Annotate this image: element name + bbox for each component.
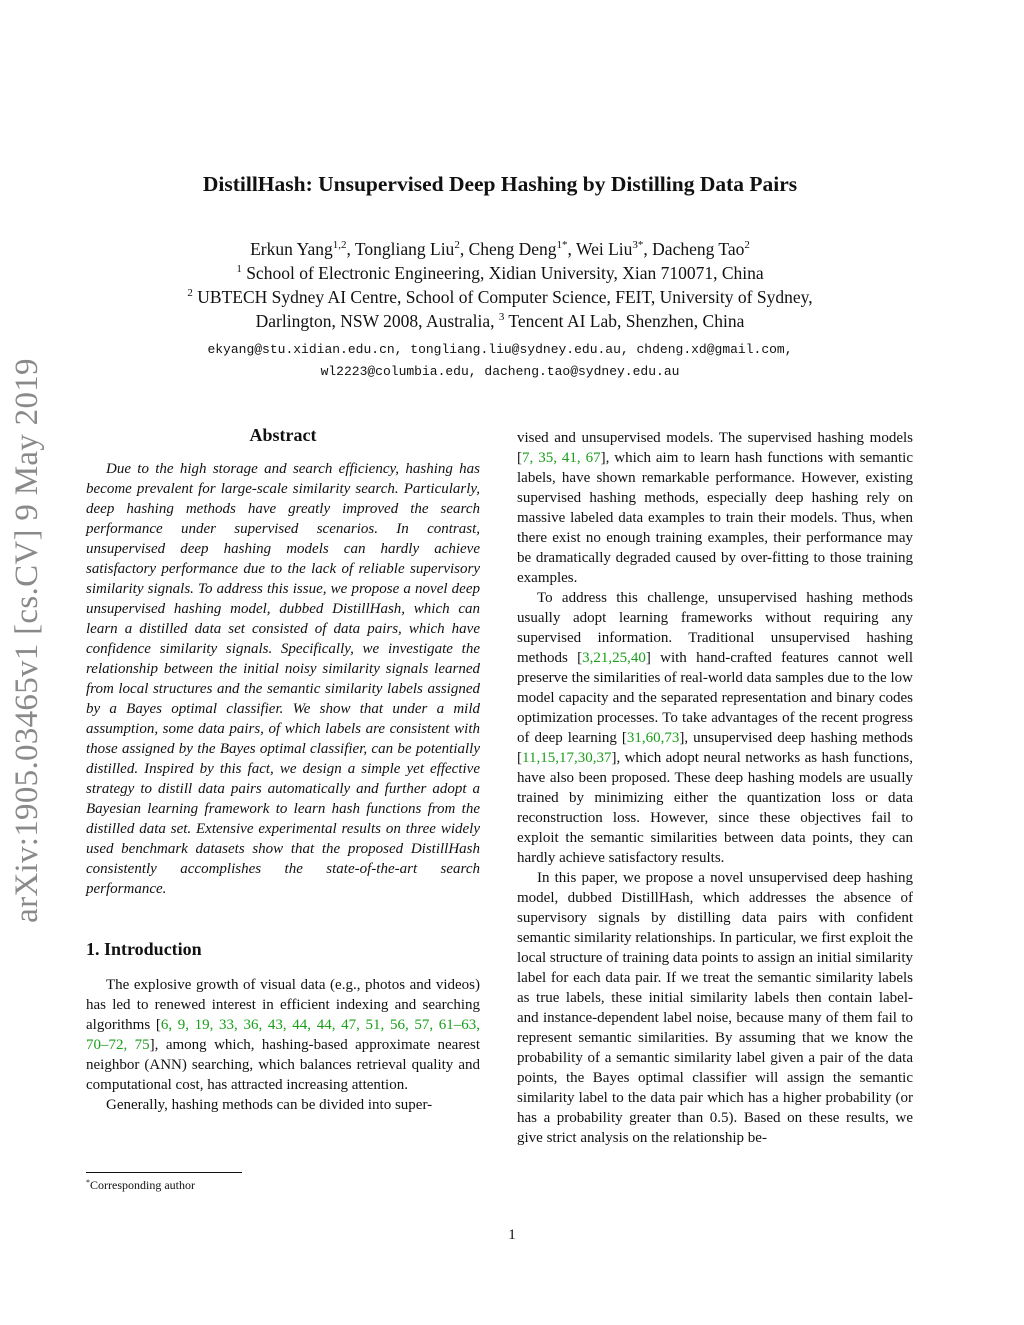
intro-paragraph: Generally, hashing methods can be divided into super- [106,1097,433,1113]
citation-link[interactable]: 31,60,73 [626,730,680,746]
page-number: 1 [508,1227,516,1243]
citation-link[interactable]: 11,15,17,30,37 [522,750,612,766]
email-line: wl2223@columbia.edu, dacheng.tao@sydney.edu.au [320,364,680,379]
affiliation-line: Darlington, NSW 2008, Australia, $^3$ Tencent AI Lab, Shenzhen, China [255,311,745,331]
abstract-text: Due to the high storage and search efficiency, hashing has become prevalent for large-scale similarity search. Particularly, deep hashing methods have greatly improved the search performance under supervised scenarios. In contrast, unsupervised deep hashing models can hardly achieve satisfactory performance due to the lack of reliable supervisory similarity signals. To address this issue, we propose a novel deep unsupervised hashing model, dubbed DistillHash, which can learn a distilled data set consisted of data pairs, which have confidence similarity signals. Specifically, we investigate the relationship between the initial noisy similarity signals learned from local structures and the semantic similarity labels assigned by a Bayes optimal classifier. We show that under a mild assumption, some data pairs, of which labels are consistent with those assigned by the Bayes optimal classifier, can be potentially distilled. Inspired by this fact, we design a simple yet effective strategy to distill data pairs automatically and further adopt a Bayesian learning framework to learn hash functions from the distilled data set. Extensive experimental results on three widely used benchmark datasets show that the proposed DistillHash consistently accomplishes the state-of-the-art search performance. [86,461,480,897]
body-paragraph: To address this challenge, unsupervised hashing methods usually adopt learning frameworks without requiring any supervised information. Traditional unsupervised hashing methods [3,21,25,40] with hand-crafted features cannot well preserve the similarities of real-world data samples due to the low model capacity and the separated representation and binary codes optimization processes. To take advantages of the recent progress of deep learning [31,60,73], unsupervised deep hashing methods [11,15,17,30,37], which adopt neural networks as hash functions, have also been proposed. These deep hashing models are usually trained by minimizing either the quantization loss or data reconstruction loss. However, since these objectives fail to exploit the semantic similarities between data points, they can hardly achieve satisfactory results. [517,590,913,866]
author: Erkun Yang$^{1,2}$, [250,239,355,259]
body-paragraph: vised and unsupervised models. The supervised hashing models [7, 35, 41, 67], which aim to learn hash functions with semantic labels, have shown remarkable performance. However, existing supervised hashing methods, especially deep hashing rely on massive labeled data examples to train their models. Thus, when there exist no enough training examples, their performance may be dramatically degraded caused by over-fitting to those training examples. [517,430,914,586]
footnote-divider [86,1172,242,1173]
author-block [80,237,920,333]
author: Dacheng Tao$^2$ [652,239,750,259]
footnote: *Corresponding author [86,1178,195,1192]
right-column [517,428,913,1148]
citation-link[interactable]: 6, 9, 19, 33, 36, 43, 44, 44, 47, 51, 56, 57, 61–63, 70–72, 75 [86,1017,481,1053]
body-paragraph: In this paper, we propose a novel unsupervised deep hashing model, dubbed DistillHash, which addresses the absence of supervisory signals by distilling data pairs with confident semantic similarity relationships. In particular, we first exploit the local structure of training data points to assign an initial similarity label for each data pair. If we treat the semantic similarity labels as true labels, these initial similarity labels then contain label- and instance-dependent label noise, because many of them fail to represent semantic similarities. By assuming that we know the probability of a semantic similarity label given a pair of the data points, the Bayes optimal classifier will assign the semantic similarity label to the data pair which has a higher probability (or has a probability greater than 0.5). Based on these results, we give strict analysis on the relationship be- [517,870,913,1146]
arxiv-stamp-text: arXiv:1905.03465v1 [cs.CV] 9 May 2019 [8,357,45,923]
section-heading: 1. Introduction [86,939,202,959]
affiliation-line: $^2$ UBTECH Sydney AI Centre, School of Computer Science, FEIT, University of Sydney, [187,287,813,307]
author-list [80,237,920,261]
arxiv-stamp [2,350,52,930]
paper-title: DistillHash: Unsupervised Deep Hashing by Distilling Data Pairs [202,172,798,196]
email-block [80,339,920,383]
intro-paragraph: The explosive growth of visual data (e.g., photos and videos) has led to renewed interest in efficient indexing and searching algorithms [6, 9, 19, 33, 36, 43, 44, 44, 47, 51, 56, 57, 61–63, 70–72, 75], among which, hashing-based approximate nearest neighbor (ANN) searching, which balances retrieval quality and computational cost, has attracted increasing attention. [86,977,481,1093]
author: Wei Liu$^{3*}$, [575,239,653,259]
citation-link[interactable]: 3,21,25,40 [582,650,646,666]
author: Tongliang Liu$^2$, [354,239,469,259]
left-column [86,425,480,1115]
affiliation-line: $^1$ School of Electronic Engineering, Xidian University, Xian 710071, China [236,263,764,283]
citation-link[interactable]: 7, 35, 41, 67 [522,450,601,466]
author: Cheng Deng$^{1*}$, [468,239,576,259]
abstract-heading: Abstract [249,425,317,445]
email-line: ekyang@stu.xidian.edu.cn, tongliang.liu@sydney.edu.au, chdeng.xd@gmail.com, [207,342,793,357]
